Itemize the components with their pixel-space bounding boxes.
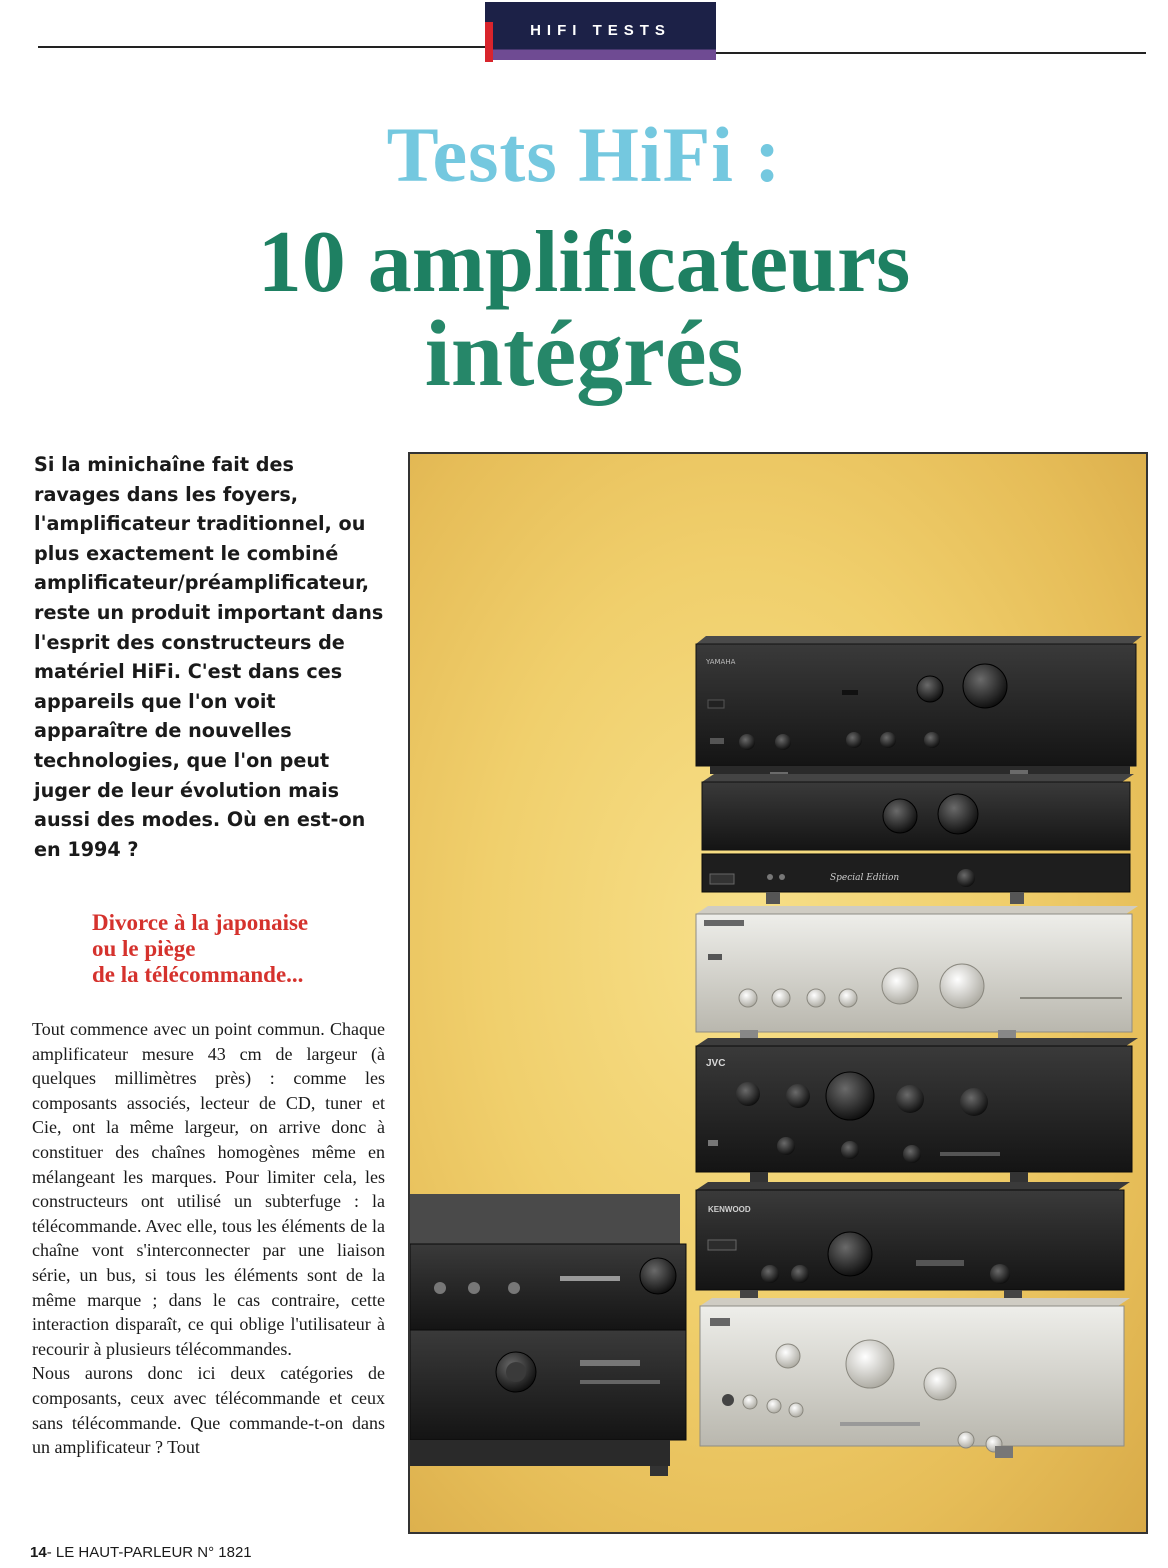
amplifier-stack-illustration: [410, 454, 1146, 1532]
subheading-line-2: ou le piège: [92, 936, 196, 961]
title-line-1: Tests HiFi :: [386, 111, 782, 198]
amplifier-stack-photo: [408, 452, 1148, 1534]
title-line-3: intégrés: [424, 302, 744, 406]
brand-jvc: JVC: [706, 1058, 726, 1069]
amplifier-unit-4: [696, 1038, 1138, 1184]
amplifier-unit-3: [696, 906, 1138, 1040]
lead-paragraph: Si la minichaîne fait des ravages dans les foyers, l'amplificateur traditionnel, ou plus exactement le combiné amplificateur/préamplificateur, reste un produit important dans l'esprit des constructeurs de matériel HiFi. C'est dans ces appareils que l'on voit apparaître de nouvelles technologies, que l'on peut juger de leur évolution mais aussi des modes. Où en est-on en 1994 ?: [34, 453, 384, 861]
amplifier-unit-6: [700, 1298, 1130, 1458]
subheading-line-1: Divorce à la japonaise: [92, 910, 309, 935]
header-rule-right: [716, 52, 1146, 54]
amplifier-unit-2: [702, 774, 1134, 904]
amplifier-unit-1: [696, 636, 1142, 784]
brand-kenwood: KENWOOD: [708, 1205, 751, 1214]
title-line-2: 10 amplificateurs: [257, 214, 911, 311]
page-number: 14: [30, 1544, 47, 1561]
section-tab: [485, 2, 716, 60]
section-label: HIFI TESTS: [530, 22, 671, 39]
special-edition-script: Special Edition: [830, 873, 900, 883]
body-paragraph-1: Tout commence avec un point commun. Chaque amplificateur mesure 43 cm de largeur (à quelques millimètres près) : comme les composants associés, lecteur de CD, tuner et Cie, ont la même largeur, on arrive donc à constituer des chaînes homogènes même en mélangeant les marques. Pour limiter cela, les constructeurs ont utilisé un subterfuge : la télécommande. Avec elle, tous les éléments de la chaîne vont s'interconnecter par une liaison série, un bus, si tous les éléments sont de la même marque ; dans le cas contraire, cette interaction disparaît, ce qui oblige l'utilisateur à recourir à plusieurs télécommandes.: [32, 1019, 385, 1359]
subheading-line-3: de la télécommande...: [92, 962, 304, 987]
magazine-issue: - LE HAUT-PARLEUR N° 1821: [46, 1544, 252, 1561]
body-paragraph-2: Nous aurons donc ici deux catégories de composants, ceux avec télécommande et ceux sans télécommande. Que commande-t-on dans un amplificateur ? Tout: [32, 1363, 385, 1458]
body-text: [32, 1017, 385, 1460]
header-rule-left: [38, 46, 485, 48]
brand-yamaha: YAMAHA: [706, 658, 736, 666]
page-footer: [30, 1544, 252, 1561]
subheading: [92, 910, 382, 988]
amplifier-unit-5: [696, 1182, 1130, 1302]
side-amplifier-units: [410, 1194, 686, 1476]
